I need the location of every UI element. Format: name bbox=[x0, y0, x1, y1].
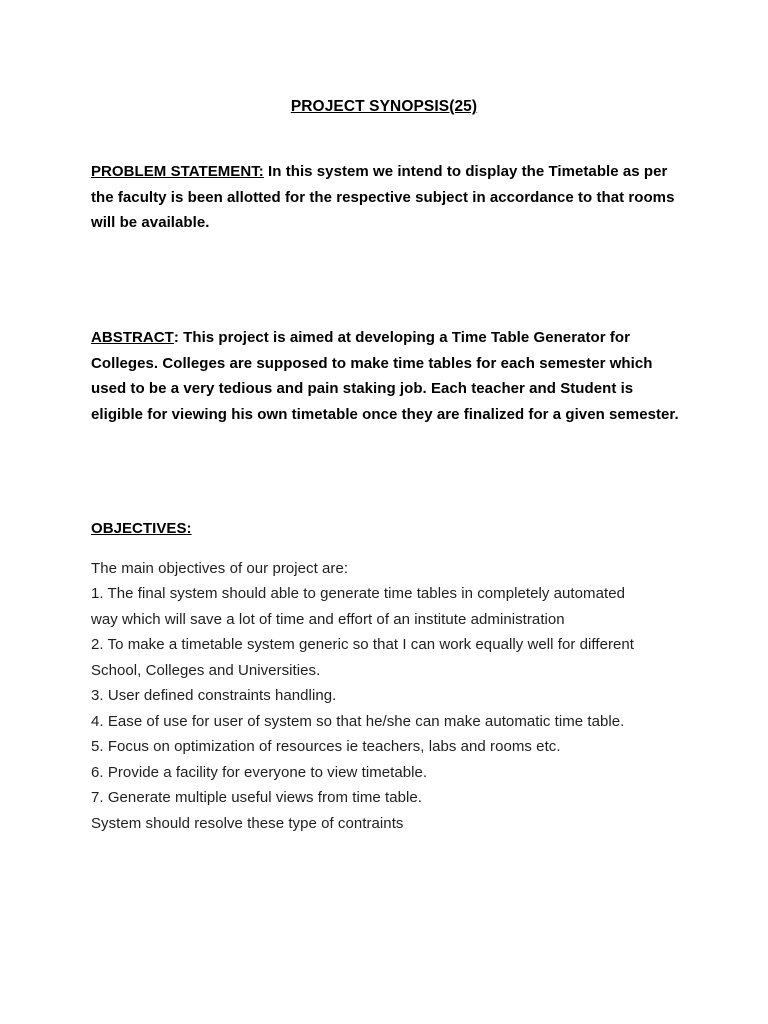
problem-statement-text-line-3: will be available. bbox=[91, 214, 210, 231]
objectives-intro-line: The main objectives of our project are: bbox=[91, 559, 349, 577]
objective-line: 4. Ease of use for user of system so that he/she can make automatic time table. bbox=[91, 712, 625, 730]
objective-line: 2. To make a timetable system generic so that I can work equally well for different bbox=[91, 636, 635, 653]
objective-line: way which will save a lot of time and effort of an institute administration bbox=[91, 610, 565, 628]
objective-line: School, Colleges and Universities. bbox=[91, 661, 321, 679]
objectives-heading: OBJECTIVES: bbox=[91, 520, 192, 537]
objectives-section bbox=[91, 516, 691, 836]
problem-statement-text-line-2: the faculty is been allotted for the respective subject in accordance to that rooms bbox=[91, 188, 675, 206]
objective-line: 7. Generate multiple useful views from time table. bbox=[91, 789, 422, 806]
objective-line: 3. User defined constraints handling. bbox=[91, 687, 337, 704]
page-title: PROJECT SYNOPSIS(25) bbox=[290, 98, 478, 115]
abstract-text-line-1: : This project is aimed at developing a Time Table Generator for bbox=[173, 329, 630, 346]
objectives-closing-line: System should resolve these type of contraints bbox=[91, 814, 404, 832]
abstract-text-line-3: used to be a very tedious and pain staking job. Each teacher and Student is bbox=[91, 380, 634, 397]
abstract-text-line-4: eligible for viewing his own timetable once they are finalized for a given semester. bbox=[91, 405, 679, 423]
abstract-text-line-2: Colleges. Colleges are supposed to make time tables for each semester which bbox=[91, 354, 653, 372]
problem-statement-label: PROBLEM STATEMENT: bbox=[91, 163, 264, 180]
problem-statement-text-line-1: In this system we intend to display the Timetable as per bbox=[263, 163, 668, 180]
objective-line: 6. Provide a facility for everyone to view timetable. bbox=[91, 763, 428, 781]
objective-line: 5. Focus on optimization of resources ie teachers, labs and rooms etc. bbox=[91, 738, 561, 755]
abstract-paragraph bbox=[91, 325, 691, 427]
abstract-label: ABSTRACT bbox=[91, 329, 174, 346]
objective-line: 1. The final system should able to generate time tables in completely automated bbox=[91, 585, 625, 602]
problem-statement-paragraph bbox=[91, 159, 691, 236]
